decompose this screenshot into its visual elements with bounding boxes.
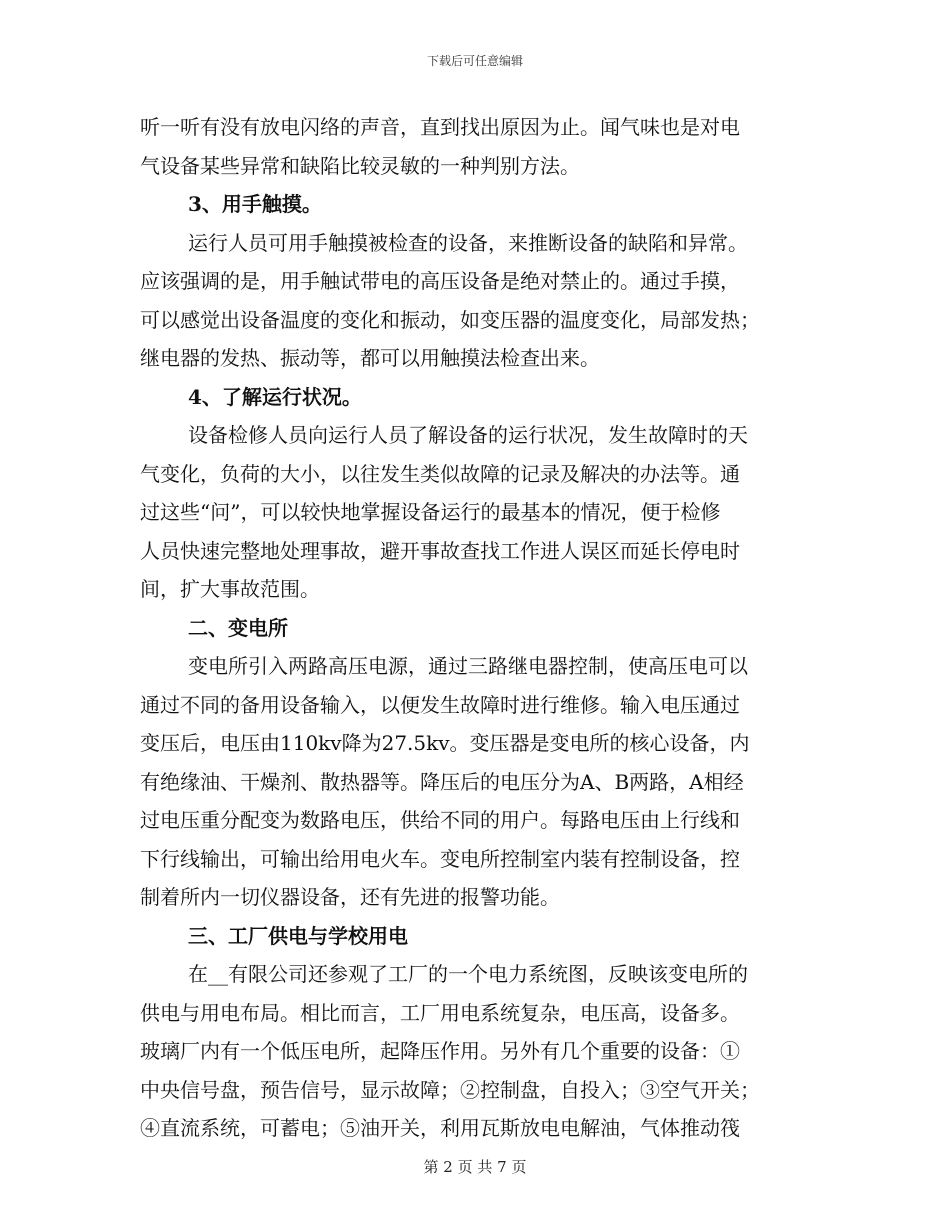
document-body — [140, 108, 800, 1148]
page-header: 下载后可任意编辑 — [426, 54, 523, 68]
section-heading: 二、变电所 — [188, 615, 288, 640]
section-heading: 4、了解运行状况。 — [188, 384, 362, 409]
body-line: 变压后，电压由110kv降为27.5kv。变压器是变电所的核心设备，内 — [140, 731, 750, 755]
body-line: 玻璃厂内有一个低压电所，起降压作用。另外有几个重要的设备：① — [140, 1039, 740, 1063]
body-line: ④直流系统，可蓄电；⑤油开关，利用瓦斯放电电解油，气体推动筏 — [140, 1116, 740, 1140]
body-line: 间，扩大事故范围。 — [140, 577, 320, 601]
body-line: 应该强调的是，用手触试带电的高压设备是绝对禁止的。通过手摸， — [140, 269, 740, 293]
paragraph-first-line: 运行人员可用手触摸被检查的设备，来推断设备的缺陷和异常。 — [188, 230, 748, 255]
paragraph-first-line: 变电所引入两路高压电源，通过三路继电器控制，使高压电可以 — [188, 654, 748, 678]
body-line: 气设备某些异常和缺陷比较灵敏的一种判别方法。 — [140, 153, 580, 178]
body-line: 中央信号盘，预告信号，显示故障；②控制盘，自投入；③空气开关； — [140, 1077, 760, 1102]
body-line: 人员快速完整地处理事故，避开事故查找工作进人误区而延长停电时 — [140, 538, 740, 563]
section-heading: 3、用手触摸。 — [188, 192, 322, 216]
paragraph-first-line: 设备检修人员向运行人员了解设备的运行状况，发生故障时的天 — [188, 423, 748, 447]
body-line: 听一听有没有放电闪络的声音，直到找出原因为止。闻气味也是对电 — [140, 115, 740, 139]
body-line: 通过不同的备用设备输入，以便发生故障时进行维修。输入电压通过 — [140, 692, 740, 717]
body-line: 气变化，负荷的大小，以往发生类似故障的记录及解决的办法等。通 — [140, 461, 740, 486]
page-number-footer: 第 2 页 共 7 页 — [423, 1158, 527, 1176]
body-line: 供电与用电布局。相比而言，工厂用电系统复杂，电压高，设备多。 — [140, 1000, 740, 1025]
body-line: 继电器的发热、振动等，都可以用触摸法检查出来。 — [140, 346, 600, 370]
body-line: 有绝缘油、干燥剂、散热器等。降压后的电压分为A、B两路，A相经 — [140, 769, 744, 794]
paragraph-first-line: 在__有限公司还参观了工厂的一个电力系统图，反映该变电所的 — [188, 962, 748, 986]
body-line: 制着所内一切仪器设备，还有先进的报警功能。 — [140, 885, 560, 909]
section-heading: 三、工厂供电与学校用电 — [188, 923, 408, 948]
body-line: 下行线输出，可输出给用电火车。变电所控制室内装有控制设备，控 — [140, 846, 740, 871]
body-line: 可以感觉出设备温度的变化和振动，如变压器的温度变化，局部发热； — [140, 307, 760, 332]
body-line: 过电压重分配变为数路电压，供给不同的用户。每路电压由上行线和 — [140, 808, 740, 832]
body-line: 过这些“问”，可以较快地掌握设备运行的最基本的情况，便于检修 — [140, 500, 721, 524]
